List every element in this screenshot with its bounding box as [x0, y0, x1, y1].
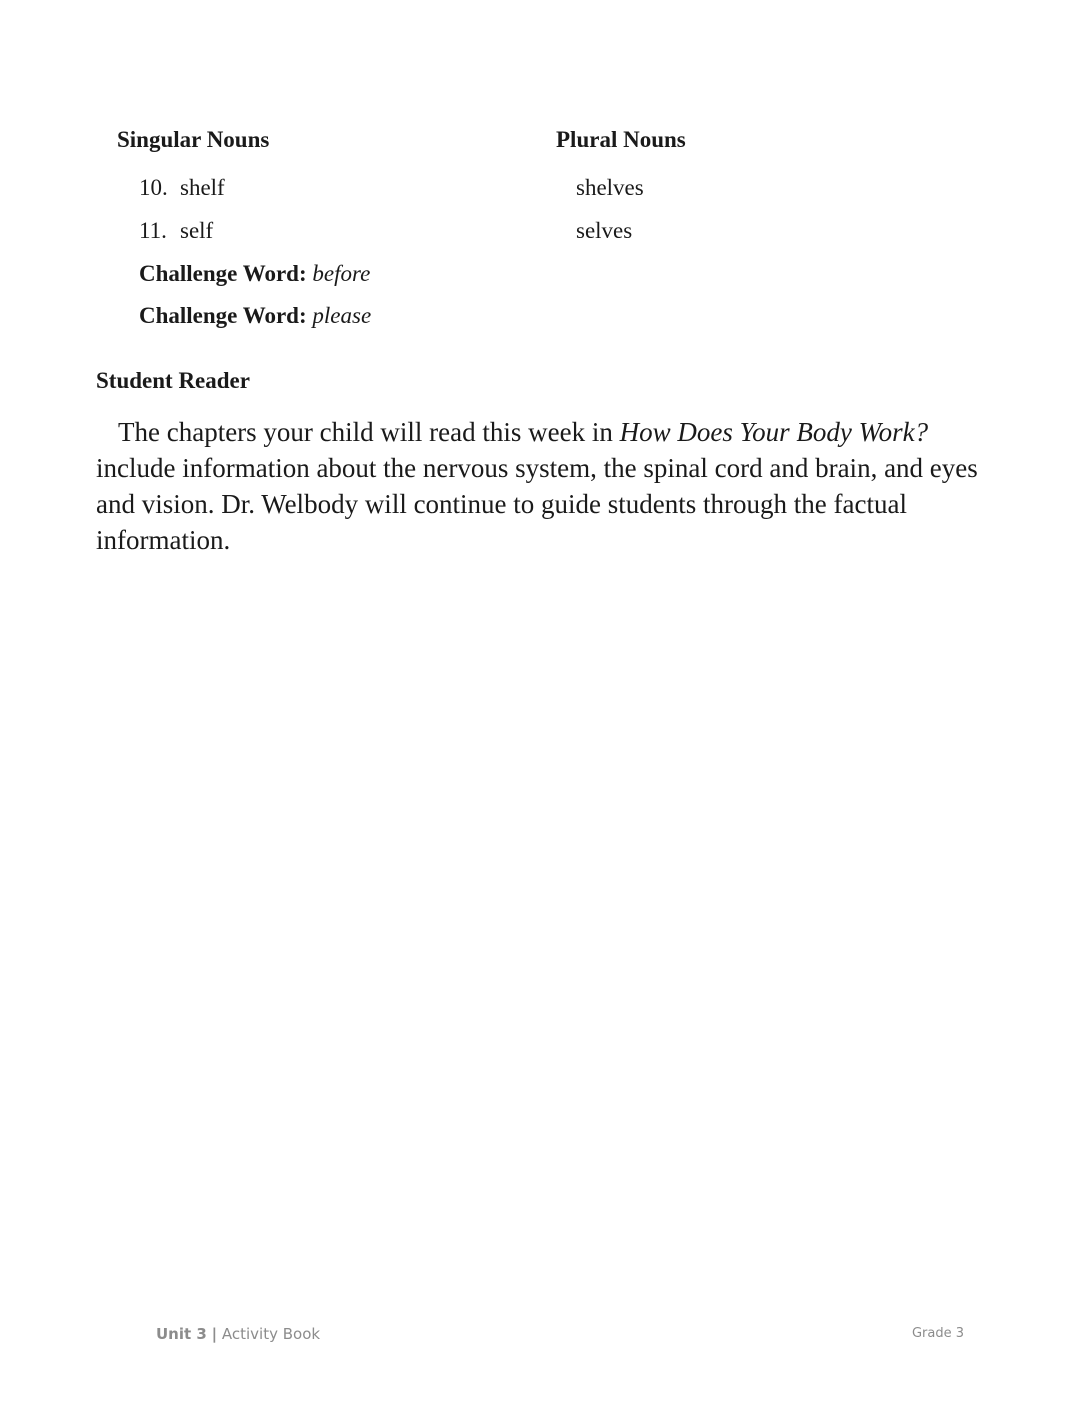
- noun-row: [0, 172, 1088, 206]
- student-reader-paragraph: [96, 414, 996, 558]
- paragraph-text-start: The chapters your child will read this week in: [118, 417, 620, 447]
- item-number: 11.: [139, 218, 167, 243]
- challenge-word-separator: :: [298, 303, 307, 328]
- challenge-word-label: Challenge Word: [139, 303, 299, 328]
- challenge-word-separator: :: [298, 261, 307, 286]
- footer-grade: Grade 3: [911, 1326, 964, 1341]
- book-title: How Does Your Body Work?: [619, 417, 929, 447]
- student-reader-heading: Student Reader: [96, 368, 250, 393]
- challenge-word: please: [312, 303, 372, 328]
- challenge-word-line: [139, 300, 371, 332]
- item-number: 10.: [139, 175, 168, 200]
- noun-row: [0, 215, 1088, 249]
- challenge-word-label: Challenge Word: [139, 261, 299, 286]
- plural-noun: selves: [576, 218, 633, 243]
- challenge-word: before: [312, 261, 371, 286]
- singular-noun: self: [180, 218, 214, 243]
- plural-noun: shelves: [576, 175, 644, 200]
- singular-noun: shelf: [180, 175, 225, 200]
- footer-book: Activity Book: [221, 1325, 321, 1343]
- footer-unit-label: [156, 1323, 320, 1345]
- paragraph-text-end: include information about the nervous system, the spinal cord and brain, and eyes and vision. Dr. Welbody will continue to guide students through the factual information.: [96, 453, 978, 555]
- challenge-word-line: [139, 258, 370, 290]
- footer-unit: Unit 3: [156, 1325, 207, 1343]
- singular-nouns-heading: Singular Nouns: [117, 127, 270, 152]
- plural-nouns-heading: Plural Nouns: [556, 127, 686, 152]
- footer-separator: |: [211, 1325, 218, 1343]
